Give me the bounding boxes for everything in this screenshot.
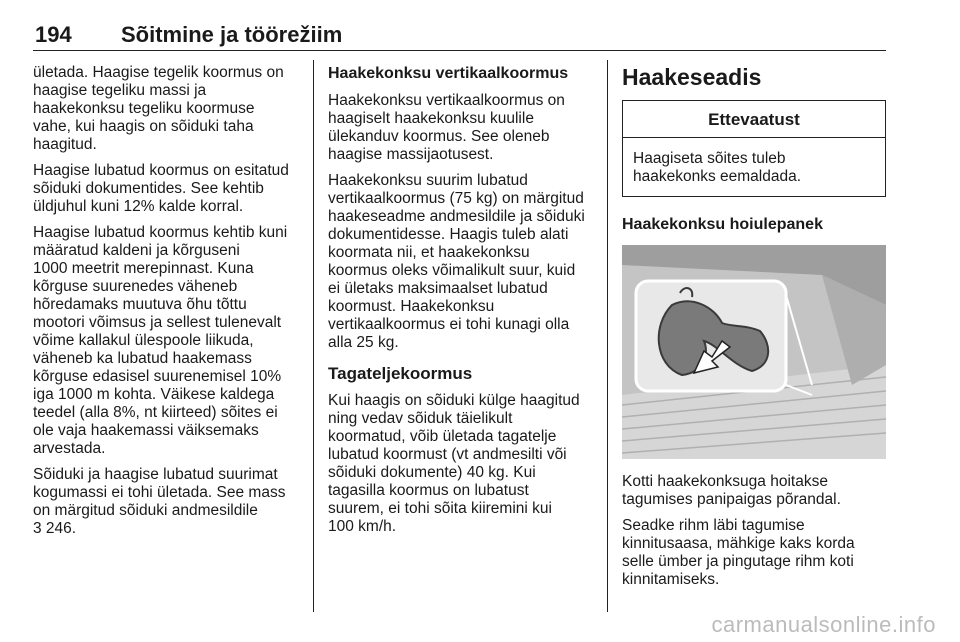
paragraph: Haagise lubatud koormus on esitatud sõiduki dokumentides. See kehtib üldjuhul kuni 12% kalde korral. bbox=[33, 162, 289, 215]
section-heading: Haakekonksu hoiulepanek bbox=[622, 216, 823, 233]
watermark: carmanualsonline.info bbox=[711, 612, 936, 637]
paragraph: Haakekonksu vertikaalkoormus on haagiselt haakekonksu kuulile ülekanduv koormus. See oleneb haagise massijaotusest. bbox=[328, 92, 565, 163]
section-heading: Tagateljekoormus bbox=[328, 364, 473, 383]
paragraph: Kotti haakekonksuga hoitakse tagumises panipaigas põrandal. bbox=[622, 473, 841, 508]
column-divider bbox=[607, 60, 608, 612]
paragraph: Kui haagis on sõiduki külge haagitud ning vedav sõiduk täielikult koormatud, võib ületada tagatelje lubatud koormust (vt andmesilti või sõiduki dokumente) 40 kg. Kui tagasilla koormus on lubatust suurem, ei tohi sõita kiiremini kui 100 km/h. bbox=[328, 392, 580, 535]
paragraph: ületada. Haagise tegelik koormus on haagise tegeliku massi ja haakekonksu tegeliku koormuse vahe, kui haagis on sõiduki taha haagitud. bbox=[33, 64, 284, 153]
column-divider bbox=[313, 60, 314, 612]
warning-text: Haagiseta sõites tuleb haakekonks eemaldada. bbox=[633, 150, 802, 185]
trunk-storage-photo bbox=[622, 245, 886, 459]
column-3 bbox=[622, 64, 886, 597]
warning-title: Ettevaatust bbox=[623, 101, 885, 138]
paragraph: Haakekonksu suurim lubatud vertikaalkoormus (75 kg) on märgitud haakeseadme andmesildile ja sõiduki dokumentidesse. Haagis tuleb alati koormata nii, et haakekonksu koormus oleks võimalikult suur, kuid ei ületaks maksimaalset lubatud koormust. Haakekonksu vertikaalkoormus ei tohi kunagi olla alla 25 kg. bbox=[328, 172, 585, 351]
paragraph: Sõiduki ja haagise lubatud suurimat kogumassi ei tohi ületada. See mass on märgitud sõiduki andmesildile bbox=[33, 466, 286, 519]
page-number: 194 bbox=[35, 22, 72, 47]
page-header bbox=[33, 22, 886, 51]
column-1 bbox=[33, 64, 301, 546]
main-heading: Haakeseadis bbox=[622, 64, 762, 90]
cross-reference-link[interactable]: 3 246. bbox=[33, 520, 77, 537]
section-heading: Haakekonksu vertikaalkoormus bbox=[328, 65, 569, 82]
paragraph: Seadke rihm läbi tagumise kinnitusaasa, mähkige kaks korda selle ümber ja pingutage rihm koti kinnitamiseks. bbox=[622, 517, 855, 588]
paragraph: Haagise lubatud koormus kehtib kuni määratud kaldeni ja kõrguseni 1000 meetrit merepinnast. Kuna kõrguse suurenedes väheneb hõredamaks muutuva õhu tõttu mootori võimsus ja sellest tulenevalt võime kallakul ülespoole liikuda, väheneb ka lubatud haakemass kõrguse edasisel suurenemisel 10% iga 1000 m kohta. Väikese kaldega teedel (alla 8%, nt kiirteed) sõites ei ole vaja haakemassi väiksemaks arvestada. bbox=[33, 224, 288, 457]
warning-box bbox=[622, 100, 886, 197]
column-2 bbox=[328, 64, 594, 544]
chapter-title: Sõitmine ja töörežiim bbox=[121, 22, 343, 47]
